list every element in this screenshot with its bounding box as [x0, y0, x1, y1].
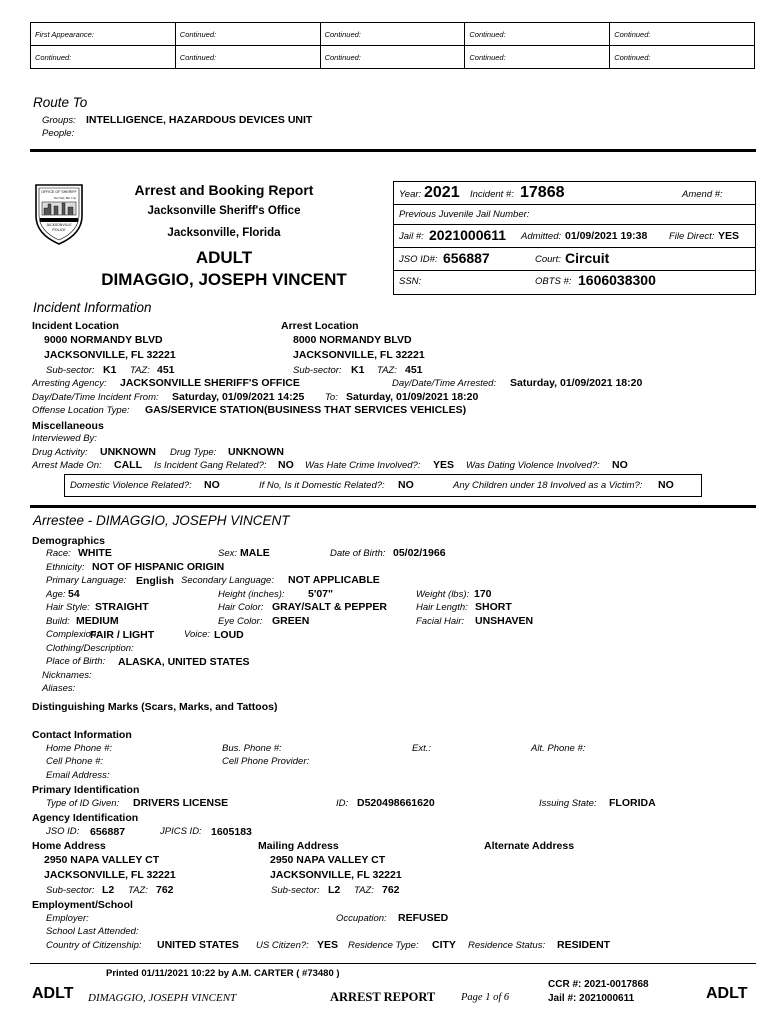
taz-label: TAZ:: [377, 365, 397, 376]
table-cell: Continued:: [31, 46, 176, 69]
arrest-made-value: CALL: [114, 459, 142, 471]
groups-value: INTELLIGENCE, HAZARDOUS DEVICES UNIT: [86, 114, 313, 126]
table-cell: Continued:: [610, 46, 755, 69]
facial-hair-label: Facial Hair:: [416, 616, 465, 627]
report-title: Arrest and Booking Report: [134, 182, 314, 198]
table-row: [31, 23, 755, 46]
drug-type-label: Drug Type:: [170, 447, 217, 458]
arrestee-title: Arrestee - DIMAGGIO, JOSEPH VINCENT: [33, 513, 290, 528]
agency-jso-label: JSO ID:: [46, 826, 80, 837]
drug-type-value: UNKNOWN: [228, 446, 284, 458]
jail-label: Jail #:: [399, 231, 424, 242]
eye-color-label: Eye Color:: [218, 616, 263, 627]
incident-from-value: Saturday, 01/09/2021 14:25: [172, 391, 305, 403]
home-address-title: Home Address: [32, 840, 106, 852]
email-label: Email Address:: [46, 770, 110, 781]
alternate-address-title: Alternate Address: [484, 840, 575, 852]
footer-type-left: ADLT: [32, 985, 74, 1002]
jpics-label: JPICS ID:: [160, 826, 202, 837]
ssn-label: SSN:: [399, 276, 422, 287]
obts-label: OBTS #:: [535, 276, 572, 287]
hair-style-label: Hair Style:: [46, 602, 90, 613]
offense-type-label: Offense Location Type:: [32, 405, 130, 416]
table-cell: Continued:: [320, 46, 465, 69]
voice-label: Voice:: [184, 629, 211, 640]
weight-value: 170: [474, 588, 492, 600]
footer-ccr: CCR #: 2021-0017868: [548, 979, 649, 990]
subsector-label: Sub-sector:: [46, 365, 95, 376]
subsector-label: Sub-sector:: [293, 365, 342, 376]
file-direct-label: File Direct:: [669, 231, 715, 242]
arrest-taz-value: 451: [405, 364, 423, 376]
hair-color-value: GRAY/SALT & PEPPER: [272, 601, 387, 613]
home-taz-value: 762: [156, 884, 174, 896]
us-citizen-label: US Citizen?:: [256, 940, 309, 951]
court-value: Circuit: [565, 250, 610, 266]
mailing-subsector-value: L2: [328, 884, 341, 896]
drug-activity-value: UNKNOWN: [100, 446, 156, 458]
gang-label: Is Incident Gang Related?:: [154, 460, 267, 471]
occupation-value: REFUSED: [398, 912, 449, 924]
school-label: School Last Attended:: [46, 926, 139, 937]
primary-language-label: Primary Language:: [46, 575, 127, 586]
incident-location-label: Incident Location: [32, 320, 119, 332]
complexion-value: FAIR / LIGHT: [90, 629, 155, 641]
height-value: 5'07": [308, 588, 333, 600]
weight-label: Weight (lbs):: [416, 589, 470, 600]
domestic-violence-box: [64, 474, 702, 497]
taz-value: 451: [157, 364, 175, 376]
facial-hair-value: UNSHAVEN: [475, 615, 534, 627]
footer-report: ARREST REPORT: [330, 990, 436, 1004]
subsector-value: K1: [103, 364, 117, 376]
divider: [30, 149, 756, 152]
domestic-value: NO: [398, 479, 414, 491]
incident-to-label: To:: [325, 392, 338, 403]
secondary-language-value: NOT APPLICABLE: [288, 574, 380, 586]
distinguishing-marks-title: Distinguishing Marks (Scars, Marks, and Tattoos): [32, 701, 278, 713]
race-label: Race:: [46, 548, 71, 559]
route-title: Route To: [33, 95, 88, 110]
incident-value: 17868: [520, 184, 565, 201]
jpics-value: 1605183: [211, 826, 252, 838]
divider: [394, 204, 755, 205]
hair-length-label: Hair Length:: [416, 602, 468, 613]
footer-name: DIMAGGIO, JOSEPH VINCENT: [88, 992, 237, 1004]
footer-jail: Jail #: 2021000611: [548, 993, 635, 1004]
gang-value: NO: [278, 459, 294, 471]
year-value: 2021: [424, 184, 460, 201]
incident-label: Incident #:: [470, 189, 514, 200]
arrested-label: Day/Date/Time Arrested:: [392, 378, 497, 389]
footer-page: Page 1 of 6: [461, 992, 510, 1003]
aliases-label: Aliases:: [42, 683, 76, 694]
misc-title: Miscellaneous: [32, 420, 104, 432]
cell-phone-label: Cell Phone #:: [46, 756, 104, 767]
dating-label: Was Dating Violence Involved?:: [466, 460, 600, 471]
taz-label: TAZ:: [130, 365, 150, 376]
hair-length-value: SHORT: [475, 601, 512, 613]
hair-style-value: STRAIGHT: [95, 601, 149, 613]
hate-value: YES: [433, 459, 455, 471]
dob-label: Date of Birth:: [330, 548, 386, 559]
divider: [30, 963, 756, 964]
home-address-line2: JACKSONVILLE, FL 32221: [44, 869, 176, 881]
issuing-state-label: Issuing State:: [539, 798, 597, 809]
residence-status-label: Residence Status:: [468, 940, 546, 951]
divider: [30, 505, 756, 508]
svg-text:POLICE: POLICE: [52, 228, 66, 232]
incident-address-line2: JACKSONVILLE, FL 32221: [44, 349, 176, 361]
amend-label: Amend #:: [682, 189, 723, 200]
citizenship-value: UNITED STATES: [157, 939, 239, 951]
hair-color-label: Hair Color:: [218, 602, 264, 613]
residence-type-value: CITY: [432, 939, 456, 951]
route-table: [30, 22, 755, 69]
complexion-label: Complexion:: [46, 629, 99, 640]
height-label: Height (inches):: [218, 589, 285, 600]
agency-id-title: Agency Identification: [32, 812, 139, 824]
clothing-label: Clothing/Description:: [46, 643, 134, 654]
mailing-taz-label: TAZ:: [354, 885, 374, 896]
children-label: Any Children under 18 Involved as a Victim?:: [453, 480, 643, 491]
arrest-subsector-value: K1: [351, 364, 365, 376]
demographics-title: Demographics: [32, 535, 105, 547]
svg-text:OFFICE OF SHERIFF: OFFICE OF SHERIFF: [41, 190, 77, 194]
arrested-value: Saturday, 01/09/2021 18:20: [510, 377, 643, 389]
year-label: Year:: [399, 189, 422, 200]
dv-value: NO: [204, 479, 220, 491]
mailing-address-line1: 2950 NAPA VALLEY CT: [270, 854, 386, 866]
divider: [394, 247, 755, 248]
office-city: Jacksonville, Florida: [167, 227, 281, 239]
interviewed-label: Interviewed By:: [32, 433, 97, 444]
id-type-label: Type of ID Given:: [46, 798, 120, 809]
table-cell: Continued:: [465, 46, 610, 69]
nicknames-label: Nicknames:: [42, 670, 92, 681]
mailing-taz-value: 762: [382, 884, 400, 896]
place-of-birth-value: ALASKA, UNITED STATES: [118, 656, 250, 668]
bus-phone-label: Bus. Phone #:: [222, 743, 282, 754]
home-subsector-label: Sub-sector:: [46, 885, 95, 896]
occupation-label: Occupation:: [336, 913, 387, 924]
drug-activity-label: Drug Activity:: [32, 447, 88, 458]
divider: [394, 270, 755, 271]
offense-type-value: GAS/SERVICE STATION(BUSINESS THAT SERVICES VEHICLES): [145, 404, 467, 416]
jso-id-value: 656887: [443, 250, 490, 266]
age-label: Age:: [46, 589, 66, 600]
place-of-birth-label: Place of Birth:: [46, 656, 106, 667]
table-cell: Continued:: [175, 23, 320, 46]
mailing-address-line2: JACKSONVILLE, FL 32221: [270, 869, 402, 881]
incident-to-value: Saturday, 01/09/2021 18:20: [346, 391, 479, 403]
primary-language-value: English: [136, 575, 174, 587]
voice-value: LOUD: [214, 629, 244, 641]
obts-value: 1606038300: [578, 272, 656, 288]
residence-status-value: RESIDENT: [557, 939, 611, 951]
arrest-address-line2: JACKSONVILLE, FL 32221: [293, 349, 425, 361]
age-value: 54: [68, 588, 80, 600]
id-label: ID:: [336, 798, 349, 809]
printed-info: Printed 01/11/2021 10:22 by A.M. CARTER ( #73480 ): [106, 968, 340, 979]
incident-title: Incident Information: [33, 300, 152, 315]
table-cell: Continued:: [465, 23, 610, 46]
office-name: Jacksonville Sheriff's Office: [147, 205, 301, 217]
mailing-address-title: Mailing Address: [258, 840, 339, 852]
dv-label: Domestic Violence Related?:: [70, 480, 192, 491]
arrestee-name: DIMAGGIO, JOSEPH VINCENT: [101, 270, 347, 289]
ethnicity-value: NOT OF HISPANIC ORIGIN: [92, 561, 225, 573]
us-citizen-value: YES: [317, 939, 339, 951]
agency-label: Arresting Agency:: [32, 378, 107, 389]
eye-color-value: GREEN: [272, 615, 310, 627]
ext-label: Ext.:: [412, 743, 432, 754]
incident-from-label: Day/Date/Time Incident From:: [32, 392, 159, 403]
children-value: NO: [658, 479, 674, 491]
table-cell: Continued:: [610, 23, 755, 46]
cell-provider-label: Cell Phone Provider:: [222, 756, 310, 767]
home-subsector-value: L2: [102, 884, 115, 896]
table-cell: First Appearance:: [31, 23, 176, 46]
home-taz-label: TAZ:: [128, 885, 148, 896]
employment-title: Employment/School: [32, 899, 133, 911]
arrest-address-line1: 8000 NORMANDY BLVD: [293, 334, 412, 346]
svg-text:Not Self, But City: Not Self, But City: [53, 196, 77, 200]
build-label: Build:: [46, 616, 70, 627]
ethnicity-label: Ethnicity:: [46, 562, 85, 573]
contact-title: Contact Information: [32, 729, 132, 741]
alt-phone-label: Alt. Phone #:: [531, 743, 586, 754]
footer-type-right: ADLT: [706, 985, 748, 1002]
agency-value: JACKSONVILLE SHERIFF'S OFFICE: [120, 377, 300, 389]
domestic-label: If No, Is it Domestic Related?:: [259, 480, 385, 491]
admitted-label: Admitted:: [521, 231, 562, 242]
groups-label: Groups:: [42, 115, 76, 126]
svg-text:JACKSONVILLE: JACKSONVILLE: [46, 223, 72, 227]
home-address-line1: 2950 NAPA VALLEY CT: [44, 854, 160, 866]
race-value: WHITE: [78, 547, 112, 559]
agency-jso-value: 656887: [90, 826, 126, 838]
home-phone-label: Home Phone #:: [46, 743, 113, 754]
id-value: D520498661620: [357, 797, 435, 809]
file-direct-value: YES: [718, 230, 740, 242]
prev-juvenile-label: Previous Juvenile Jail Number:: [399, 209, 530, 220]
residence-type-label: Residence Type:: [348, 940, 419, 951]
issuing-state-value: FLORIDA: [609, 797, 656, 809]
admitted-value: 01/09/2021 19:38: [565, 230, 648, 242]
employer-label: Employer:: [46, 913, 89, 924]
primary-id-title: Primary Identification: [32, 784, 140, 796]
court-label: Court:: [535, 254, 561, 265]
table-cell: Continued:: [320, 23, 465, 46]
secondary-language-label: Secondary Language:: [181, 575, 274, 586]
arrest-made-label: Arrest Made On:: [32, 460, 102, 471]
mailing-subsector-label: Sub-sector:: [271, 885, 320, 896]
sheriff-seal-logo: [32, 182, 86, 246]
sex-label: Sex:: [218, 548, 238, 559]
jail-value: 2021000611: [429, 227, 507, 243]
sex-value: MALE: [240, 547, 270, 559]
table-cell: Continued:: [175, 46, 320, 69]
build-value: MEDIUM: [76, 615, 119, 627]
dating-value: NO: [612, 459, 628, 471]
jso-id-label: JSO ID#:: [399, 254, 438, 265]
people-label: People:: [42, 128, 75, 139]
id-type-value: DRIVERS LICENSE: [133, 797, 229, 809]
table-row: [31, 46, 755, 69]
incident-address-line1: 9000 NORMANDY BLVD: [44, 334, 163, 346]
arrest-location-label: Arrest Location: [281, 320, 359, 332]
arrestee-type: ADULT: [195, 248, 253, 267]
divider: [394, 224, 755, 225]
dob-value: 05/02/1966: [393, 547, 446, 559]
booking-info-box: [393, 181, 756, 295]
citizenship-label: Country of Citizenship:: [46, 940, 142, 951]
hate-label: Was Hate Crime Involved?:: [305, 460, 421, 471]
